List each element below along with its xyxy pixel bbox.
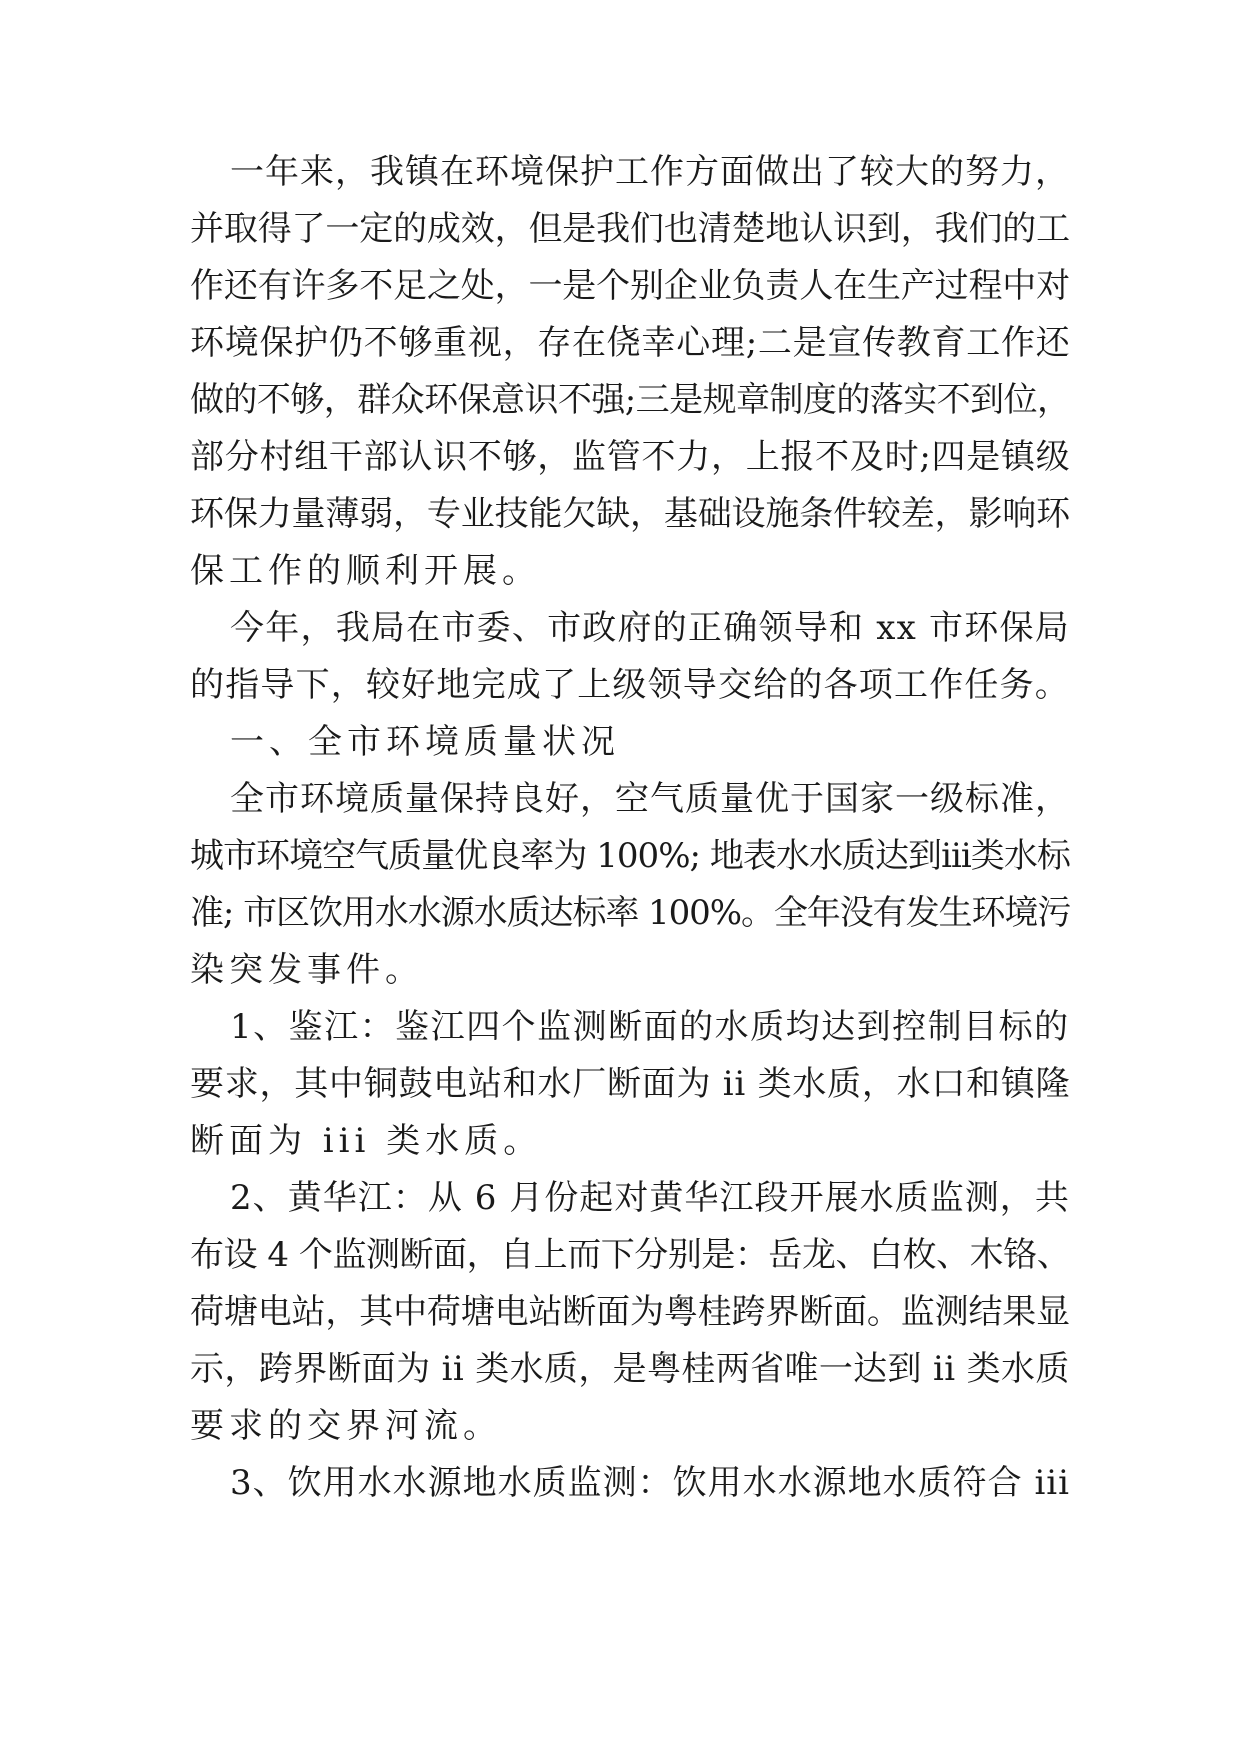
text-line: 保工作的顺利开展。: [190, 551, 541, 591]
text-line: 准; 市区饮用水水源水质达标率 100%。全年没有发生环境污: [190, 893, 1071, 933]
text-line: 的指导下，较好地完成了上级领导交给的各项工作任务。: [190, 665, 1070, 705]
text-line: 做的不够，群众环保意识不强;三是规章制度的落实不到位，: [190, 380, 1071, 420]
text-line: 荷塘电站，其中荷塘电站断面为粤桂跨界断面。监测结果显: [190, 1292, 1070, 1332]
text-line: 3、饮用水水源地水质监测：饮用水水源地水质符合 iii: [230, 1463, 1071, 1503]
text-line: 布设 4 个监测断面，自上而下分别是：岳龙、白枚、木铬、: [190, 1235, 1071, 1275]
text-line: 部分村组干部认识不够，监管不力，上报不及时;四是镇级: [190, 437, 1071, 477]
section-heading: 一、全市环境质量状况: [230, 722, 620, 762]
text-line: 2、黄华江：从 6 月份起对黄华江段开展水质监测，共: [230, 1178, 1070, 1218]
text-line: 全市环境质量保持良好，空气质量优于国家一级标准，: [230, 779, 1070, 819]
text-line: 城市环境空气质量优良率为 100%; 地表水水质达到iii类水标: [190, 836, 1070, 876]
text-line: 今年，我局在市委、市政府的正确领导和 xx 市环保局: [230, 608, 1070, 648]
text-line: 1、鉴江：鉴江四个监测断面的水质均达到控制目标的: [230, 1007, 1070, 1047]
text-line: 一年来，我镇在环境保护工作方面做出了较大的努力，: [230, 152, 1070, 192]
text-line: 环保力量薄弱，专业技能欠缺，基础设施条件较差，影响环: [190, 494, 1070, 534]
text-line: 要求的交界河流。: [190, 1406, 502, 1446]
text-line: 并取得了一定的成效，但是我们也清楚地认识到，我们的工: [190, 209, 1070, 249]
text-line: 作还有许多不足之处，一是个别企业负责人在生产过程中对: [190, 266, 1070, 306]
text-line: 染突发事件。: [190, 950, 424, 990]
text-line: 示，跨界断面为 ii 类水质，是粤桂两省唯一达到 ii 类水质: [190, 1349, 1070, 1389]
text-line: 断面为 iii 类水质。: [190, 1121, 543, 1161]
text-line: 要求，其中铜鼓电站和水厂断面为 ii 类水质，水口和镇隆: [190, 1064, 1071, 1104]
text-line: 环境保护仍不够重视，存在侥幸心理;二是宣传教育工作还: [190, 323, 1071, 363]
